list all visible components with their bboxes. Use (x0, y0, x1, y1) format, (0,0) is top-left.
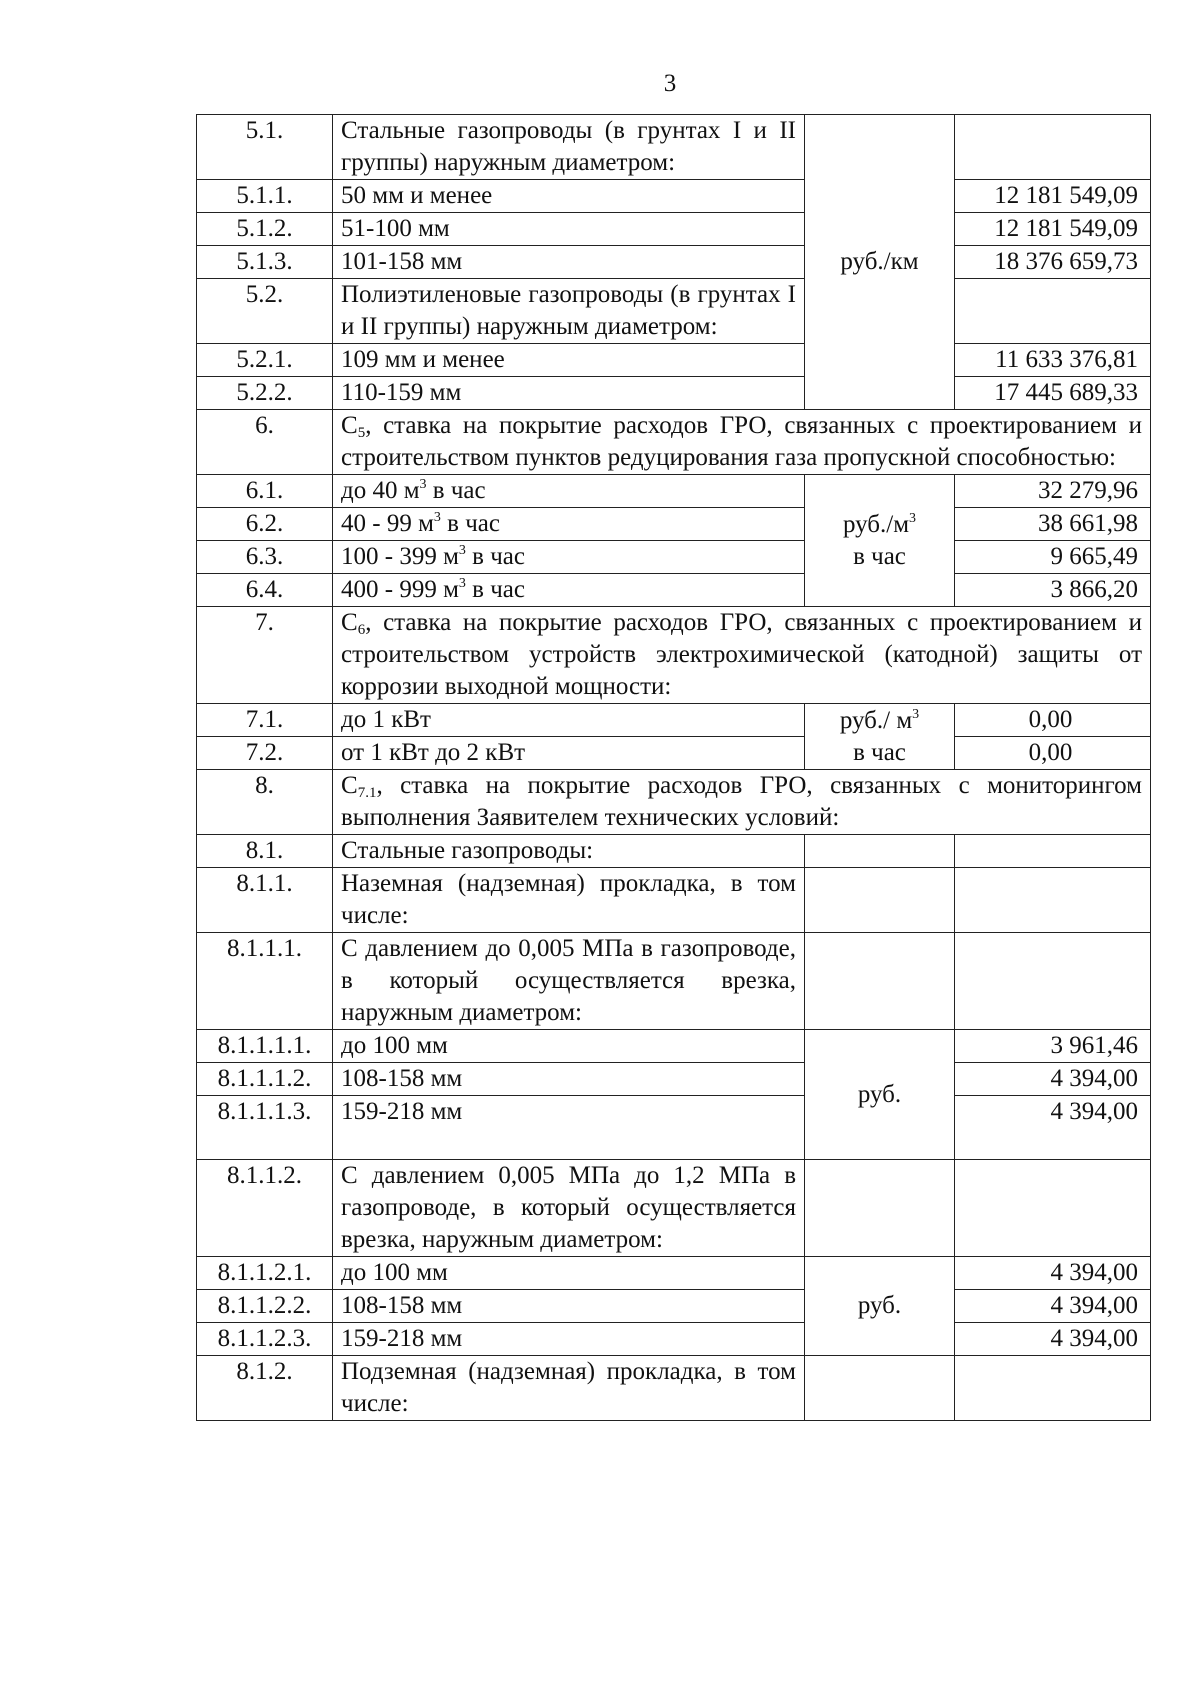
row-number: 7.1. (197, 704, 333, 737)
table-row (197, 835, 1151, 868)
rate-subscript: 6 (357, 622, 366, 638)
row-value: 12 181 549,09 (955, 180, 1151, 213)
row-value: 4 394,00 (955, 1096, 1151, 1160)
unit-cell (805, 835, 955, 868)
row-description: до 100 мм (333, 1257, 805, 1290)
table-row (197, 1030, 1151, 1063)
row-value (955, 115, 1151, 180)
table-row (197, 1356, 1151, 1421)
unit-cell: руб. (805, 1030, 955, 1160)
row-description: до 1 кВт (333, 704, 805, 737)
unit-cell: руб. (805, 1257, 955, 1356)
row-number: 8.1.1.1. (197, 933, 333, 1030)
row-value: 0,00 (955, 737, 1151, 770)
table-row (197, 508, 1151, 541)
unit-cell (805, 475, 955, 607)
row-description (333, 574, 805, 607)
section-text: , ставка на покрытие расходов ГРО, связанных с мониторингом выполнения Заявителем технических условий: (341, 772, 1142, 831)
unit-text: руб./м (842, 510, 910, 538)
row-description (333, 541, 805, 574)
rate-symbol: С (341, 412, 358, 439)
table-row (197, 933, 1151, 1030)
table-row (197, 1096, 1151, 1160)
desc-part: в час (426, 477, 486, 504)
row-number: 5.1.3. (197, 246, 333, 279)
row-value (955, 279, 1151, 344)
table-row (197, 246, 1151, 279)
table-row (197, 1160, 1151, 1257)
row-description: С давлением до 0,005 МПа в газопроводе, в который осуществляется врезка, наружным диаметром: (333, 933, 805, 1030)
superscript: 3 (458, 576, 466, 591)
row-value (955, 1160, 1151, 1257)
table-row (197, 180, 1151, 213)
row-description: 108-158 мм (333, 1290, 805, 1323)
unit-cell (805, 1356, 955, 1421)
row-number: 8.1.1.2.2. (197, 1290, 333, 1323)
row-number: 6.4. (197, 574, 333, 607)
table-row (197, 1290, 1151, 1323)
table-row (197, 279, 1151, 344)
row-value: 3 866,20 (955, 574, 1151, 607)
row-number: 5.1.1. (197, 180, 333, 213)
table-row (197, 868, 1151, 933)
row-number: 6.3. (197, 541, 333, 574)
table-row (197, 1063, 1151, 1096)
unit-cell: руб./км (805, 115, 955, 410)
row-number: 7.2. (197, 737, 333, 770)
rate-subscript: 7.1 (357, 785, 377, 801)
row-number: 6.1. (197, 475, 333, 508)
tariff-table (196, 114, 1151, 1421)
row-description: Подземная (надземная) прокладка, в том числе: (333, 1356, 805, 1421)
superscript: 3 (912, 706, 920, 722)
desc-part: в час (465, 543, 525, 570)
row-number: 5.1. (197, 115, 333, 180)
superscript: 3 (433, 510, 441, 525)
unit-text: руб./ м (839, 706, 913, 734)
row-value (955, 933, 1151, 1030)
row-description: 109 мм и менее (333, 344, 805, 377)
table-row (197, 574, 1151, 607)
row-value (955, 868, 1151, 933)
table-row (197, 737, 1151, 770)
table-row (197, 344, 1151, 377)
row-number: 7. (197, 607, 333, 704)
table-row (197, 607, 1151, 704)
row-value: 38 661,98 (955, 508, 1151, 541)
row-description (333, 508, 805, 541)
unit-cell (805, 704, 955, 770)
row-number: 8.1.1.1.3. (197, 1096, 333, 1160)
table-row (197, 377, 1151, 410)
row-value: 4 394,00 (955, 1290, 1151, 1323)
desc-part: в час (465, 576, 525, 603)
desc-part: в час (440, 510, 500, 537)
section-heading (333, 410, 1151, 475)
row-value: 4 394,00 (955, 1323, 1151, 1356)
row-value (955, 835, 1151, 868)
row-description: 159-218 мм (333, 1096, 805, 1160)
row-number: 5.2.2. (197, 377, 333, 410)
superscript: 3 (909, 510, 917, 526)
row-value: 4 394,00 (955, 1257, 1151, 1290)
unit-text: в час (853, 542, 906, 570)
row-number: 8.1.2. (197, 1356, 333, 1421)
table-row (197, 475, 1151, 508)
section-text: , ставка на покрытие расходов ГРО, связанных с проектированием и строительством пунктов редуцирования газа пропускной способностью: (341, 412, 1142, 471)
row-description: Стальные газопроводы: (333, 835, 805, 868)
unit-cell (805, 933, 955, 1030)
section-text: , ставка на покрытие расходов ГРО, связанных с проектированием и строительством устройств электрохимической (катодной) защиты от коррозии выходной мощности: (341, 609, 1142, 700)
row-number: 8.1.1.2. (197, 1160, 333, 1257)
rate-subscript: 5 (357, 425, 366, 441)
row-number: 8.1.1.2.3. (197, 1323, 333, 1356)
table-row (197, 770, 1151, 835)
row-description: 159-218 мм (333, 1323, 805, 1356)
row-value: 12 181 549,09 (955, 213, 1151, 246)
superscript: 3 (419, 477, 427, 492)
row-description: Наземная (надземная) прокладка, в том числе: (333, 868, 805, 933)
row-description: 108-158 мм (333, 1063, 805, 1096)
row-number: 5.2. (197, 279, 333, 344)
row-value: 0,00 (955, 704, 1151, 737)
row-value: 9 665,49 (955, 541, 1151, 574)
row-value (955, 1356, 1151, 1421)
desc-part: 40 - 99 м (341, 510, 434, 537)
row-description: 110-159 мм (333, 377, 805, 410)
rate-symbol: С (341, 609, 358, 636)
row-number: 8.1. (197, 835, 333, 868)
desc-part: 400 - 999 м (341, 576, 459, 603)
row-value: 18 376 659,73 (955, 246, 1151, 279)
table-row (197, 115, 1151, 180)
section-heading (333, 770, 1151, 835)
row-number: 6. (197, 410, 333, 475)
row-description: 51-100 мм (333, 213, 805, 246)
row-value: 4 394,00 (955, 1063, 1151, 1096)
row-description: до 100 мм (333, 1030, 805, 1063)
table-row (197, 213, 1151, 246)
row-number: 5.1.2. (197, 213, 333, 246)
row-description: 50 мм и менее (333, 180, 805, 213)
table-row (197, 410, 1151, 475)
table-row (197, 1323, 1151, 1356)
row-description: Стальные газопроводы (в грунтах I и II группы) наружным диаметром: (333, 115, 805, 180)
row-value: 32 279,96 (955, 475, 1151, 508)
row-number: 8.1.1.1.1. (197, 1030, 333, 1063)
row-number: 8.1.1.2.1. (197, 1257, 333, 1290)
desc-part: 100 - 399 м (341, 543, 459, 570)
row-description: С давлением 0,005 МПа до 1,2 МПа в газопроводе, в который осуществляется врезка, наружным диаметром: (333, 1160, 805, 1257)
row-description (333, 475, 805, 508)
unit-cell (805, 868, 955, 933)
row-value: 17 445 689,33 (955, 377, 1151, 410)
row-description: Полиэтиленовые газопроводы (в грунтах I и II группы) наружным диаметром: (333, 279, 805, 344)
row-number: 5.2.1. (197, 344, 333, 377)
row-number: 8.1.1. (197, 868, 333, 933)
page-number: 3 (663, 70, 677, 97)
table-row (197, 541, 1151, 574)
row-description: от 1 кВт до 2 кВт (333, 737, 805, 770)
row-number: 6.2. (197, 508, 333, 541)
row-description: 101-158 мм (333, 246, 805, 279)
row-number: 8. (197, 770, 333, 835)
section-heading (333, 607, 1151, 704)
table-row (197, 704, 1151, 737)
desc-part: до 40 м (341, 477, 420, 504)
table-row (197, 1257, 1151, 1290)
unit-cell (805, 1160, 955, 1257)
row-value: 3 961,46 (955, 1030, 1151, 1063)
row-value: 11 633 376,81 (955, 344, 1151, 377)
rate-symbol: С (341, 772, 358, 799)
superscript: 3 (458, 543, 466, 558)
unit-text: в час (853, 738, 906, 766)
row-number: 8.1.1.1.2. (197, 1063, 333, 1096)
